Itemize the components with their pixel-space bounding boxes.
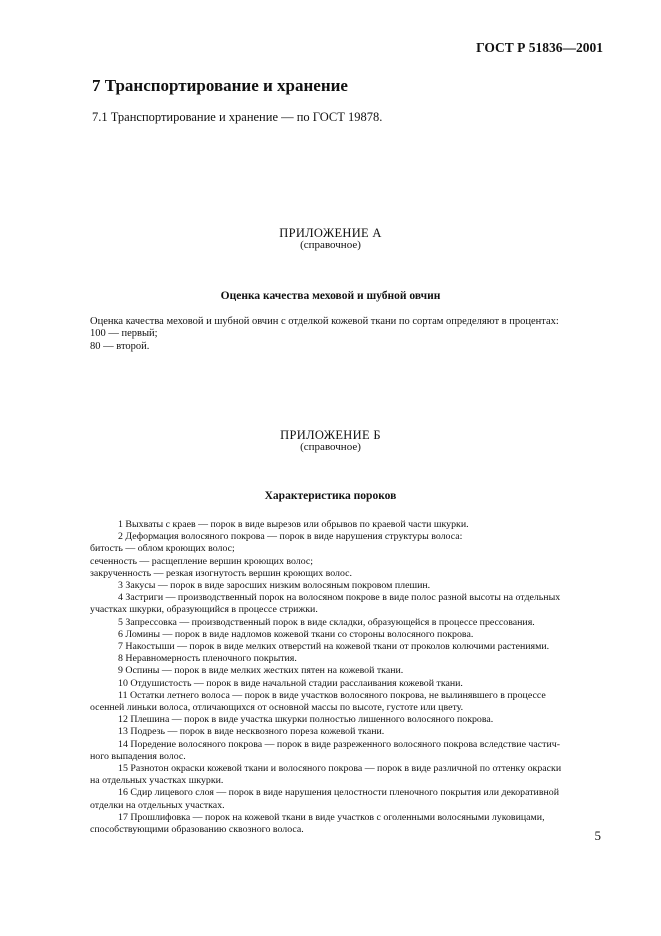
defect-line: 16 Сдир лицевого слоя — порок в виде нарушения целостности пленочного покрытия или декоративной	[118, 787, 559, 799]
defect-line: 5 Запрессовка — производственный порок в виде складки, образующейся в процессе прессования.	[118, 616, 535, 628]
grade-first: 100 — первый;	[90, 328, 158, 340]
defect-line: 13 Подрезь — порок в виде несквозного пореза кожевой ткани.	[118, 726, 385, 738]
section-7-title: 7 Транспортирование и хранение	[92, 76, 348, 95]
page-number: 5	[594, 828, 601, 843]
defect-line: сеченность — расщепление вершин кроющих волос;	[90, 555, 314, 567]
defect-line: 11 Остатки летнего волоса — порок в виде участков волосяного покрова, не вылинявшего в процессе	[118, 689, 546, 701]
defect-line: участках шкурки, образующийся в процессе стрижки.	[90, 604, 318, 616]
defect-line: 14 Поредение волосяного покрова — порок в виде разреженного волосяного покрова вследствие частич-	[118, 738, 561, 750]
appendix-b-title: Характеристика пороков	[264, 490, 397, 502]
defect-line: 10 Отдушистость — порок в виде начальной стадии расслаивания кожевой ткани.	[118, 677, 463, 689]
appendix-a-subheading: (справочное)	[300, 239, 361, 251]
defect-line: 3 Закусы — порок в виде заросших низким волосяным покровом плешин.	[118, 580, 431, 592]
defect-line: 15 Разнотон окраски кожевой ткани и волосяного покрова — порок в виде различной по оттенку окраски	[118, 763, 562, 775]
defect-line: отделки на отдельных участках.	[90, 799, 225, 811]
defect-line: 6 Ломины — порок в виде надломов кожевой ткани со стороны волосяного покрова.	[118, 628, 474, 640]
defect-line: 2 Деформация волосяного покрова — порок в виде нарушения структуры волоса:	[118, 531, 463, 543]
defect-line: 7 Накостыши — порок в виде мелких отверстий на кожевой ткани от проколов колючими растениями.	[118, 641, 550, 653]
document-code: ГОСТ Р 51836—2001	[476, 40, 603, 55]
defect-line: 1 Выхваты с краев — порок в виде вырезов или обрывов по краевой части шкурки.	[118, 519, 469, 530]
appendix-a-text	[90, 316, 600, 353]
section-7-1-paragraph: 7.1 Транспортирование и хранение — по ГОСТ 19878.	[92, 110, 383, 124]
defect-line: способствующими образованию сквозного волоса.	[90, 824, 304, 836]
defect-line: 12 Плешина — порок в виде участка шкурки полностью лишенного волосяного покрова.	[118, 714, 494, 726]
defect-line: на отдельных участках шкурки.	[90, 775, 224, 787]
defect-line: ного выпадения волос.	[90, 750, 186, 762]
defect-line: 9 Оспины — порок в виде мелких жестких пятен на кожевой ткани.	[118, 665, 404, 677]
defect-line: 8 Неравномерность пленочного покрытия.	[118, 653, 297, 665]
defect-line: битость — облом кроющих волос;	[90, 543, 235, 555]
appendix-b-subheading: (справочное)	[300, 441, 361, 453]
defect-line: 17 Прошлифовка — порок на кожевой ткани в виде участков с оголенными волосяными луковицами,	[118, 811, 545, 823]
defect-list	[90, 519, 600, 836]
grade-second: 80 — второй.	[90, 340, 150, 352]
grade-intro: Оценка качества меховой и шубной овчин с отделкой кожевой ткани по сортам определяют в процентах:	[90, 316, 559, 327]
appendix-b-heading: ПРИЛОЖЕНИЕ Б	[280, 428, 381, 442]
defect-line: закрученность — резкая изогнутость вершин кроющих волос.	[90, 567, 352, 579]
defect-line: осенней линьки волоса, отличающихся от основной массы по высоте, густоте или цвету.	[90, 702, 464, 714]
appendix-a-title: Оценка качества меховой и шубной овчин	[220, 290, 441, 302]
defect-line: 4 Застриги — производственный порок на волосяном покрове в виде полос разной высоты на отдельных	[118, 592, 561, 604]
appendix-a-heading: ПРИЛОЖЕНИЕ А	[279, 226, 382, 240]
